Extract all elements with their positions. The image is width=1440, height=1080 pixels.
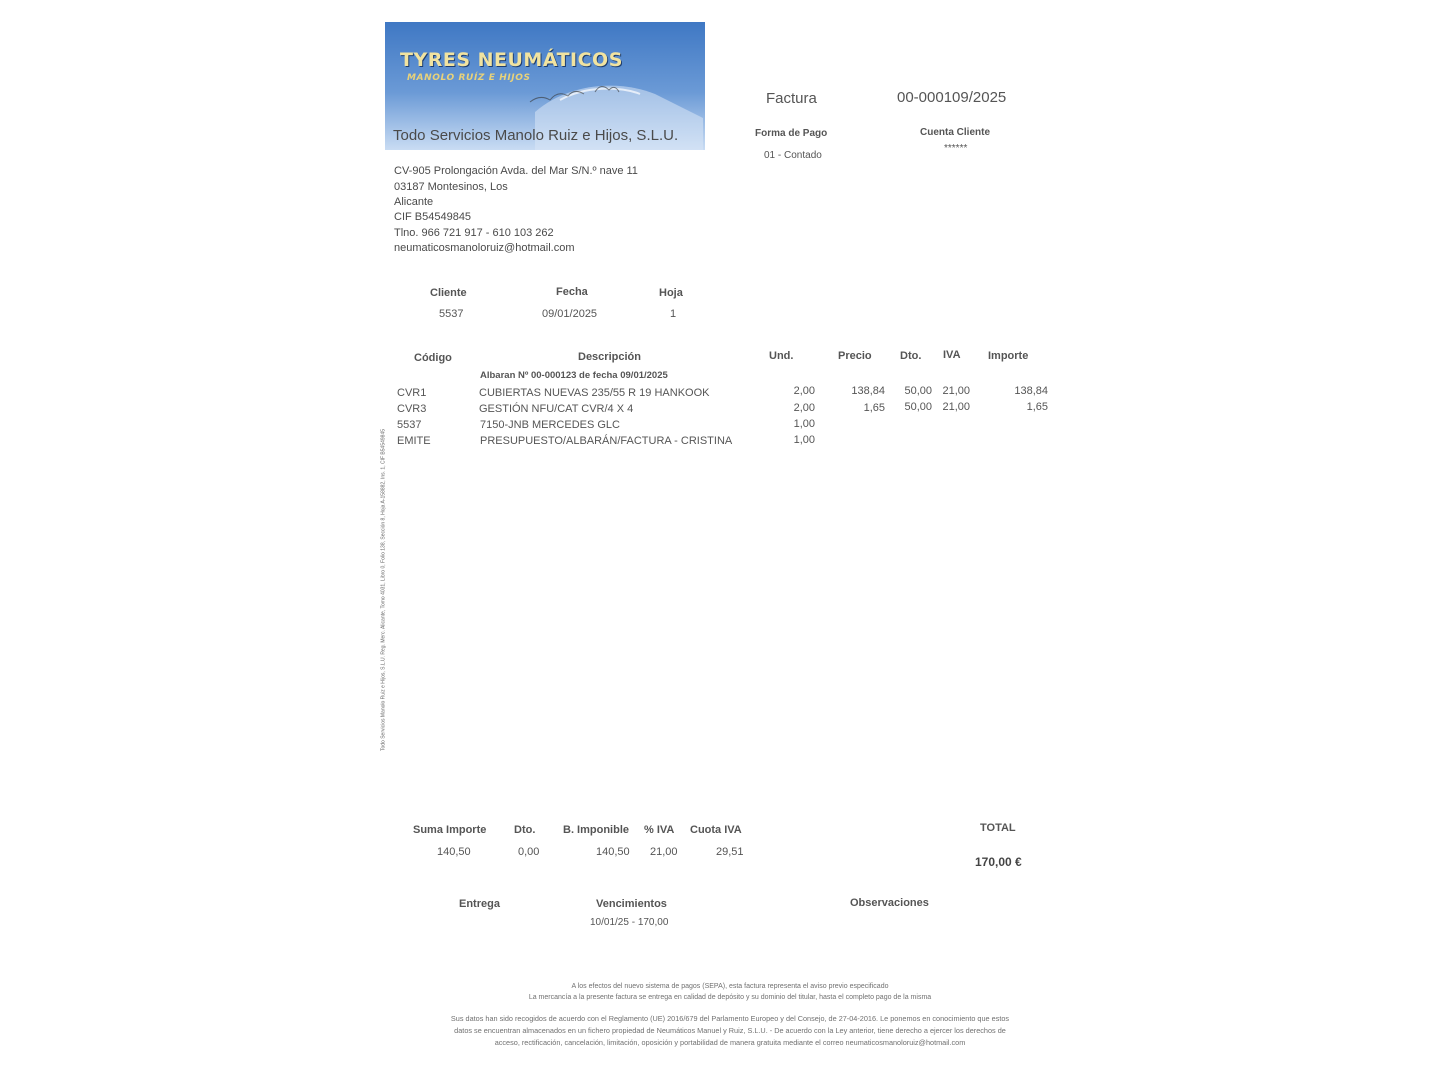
client-account-value: ****** — [944, 143, 968, 154]
row-units: 2,00 — [793, 402, 815, 414]
total-discount-header: Dto. — [514, 824, 536, 836]
registry-side-text-content: Todo Servicios Manolo Ruiz e Hijos, S.L.U. Reg. Merc. Alicante, Tomo 4031, Libro 0, Folio 138, Sección 8, Hoja A-158882, Ins. 1, CIF B54549845 — [380, 428, 387, 752]
legal-text-line: A los efectos del nuevo sistema de pagos (SEPA), esta factura representa el aviso previo especificado — [571, 983, 889, 990]
albaran-reference: Albaran Nº 00-000123 de fecha 09/01/2025 — [480, 370, 668, 381]
payment-method-label: Forma de Pago — [755, 128, 828, 139]
sheet-value: 1 — [670, 308, 677, 320]
address-line: CV-905 Prolongación Avda. del Mar S/N.º nave 11 — [394, 165, 638, 177]
row-amount: 1,65 — [1026, 401, 1048, 413]
code-column-header: Código — [414, 352, 452, 364]
units-column-header: Und. — [769, 350, 794, 362]
legal-text-line: Sus datos han sido recogidos de acuerdo con el Reglamento (UE) 2016/679 del Parlamento Europeo y del Consejo, de 27-04-2016. Le ponemos en conocimiento que estos — [450, 1014, 1010, 1023]
client-value: 5537 — [439, 308, 464, 320]
row-description: GESTIÓN NFU/CAT CVR/4 X 4 — [479, 403, 634, 415]
row-description: PRESUPUESTO/ALBARÁN/FACTURA - CRISTINA — [480, 435, 733, 447]
client-header: Cliente — [430, 287, 467, 299]
amount-column-header: Importe — [988, 350, 1029, 362]
vat-percent-value: 21,00 — [650, 846, 678, 858]
phone: Tlno. 966 721 917 - 610 103 262 — [394, 227, 554, 239]
date-header: Fecha — [556, 286, 588, 298]
logo-brand-text: TYRES NEUMÁTICOS — [400, 49, 623, 71]
date-value: 09/01/2025 — [542, 308, 598, 320]
legal-text-line: acceso, rectificación, cancelación, limitación, oposición y portabilidad de manera gratuita mediante el correo neumaticosmanoloruiz@hotmail.com — [494, 1038, 966, 1047]
row-code: CVR3 — [397, 403, 427, 415]
vat-amount-value: 29,51 — [716, 846, 744, 858]
address-line: Alicante — [394, 196, 434, 208]
row-amount: 138,84 — [1014, 385, 1048, 397]
vat-column-header: IVA — [943, 349, 961, 361]
sum-amount-header: Suma Importe — [413, 824, 487, 836]
row-description: 7150-JNB MERCEDES GLC — [480, 419, 620, 431]
row-description: CUBIERTAS NUEVAS 235/55 R 19 HANKOOK — [479, 387, 710, 399]
row-discount: 50,00 — [904, 385, 932, 397]
row-code: CVR1 — [397, 387, 427, 399]
tax-id: CIF B54549845 — [394, 211, 472, 223]
due-dates-value: 10/01/25 - 170,00 — [590, 917, 669, 928]
delivery-label: Entrega — [459, 898, 500, 910]
legal-text-line: La mercancía a la presente factura se entrega en calidad de depósito y su dominio del titular, hasta el completo pago de la misma — [528, 994, 932, 1001]
invoice-label: Factura — [766, 90, 817, 107]
row-units: 2,00 — [793, 385, 815, 397]
due-dates-label: Vencimientos — [596, 898, 667, 910]
registry-side-text — [378, 380, 388, 805]
description-column-header: Descripción — [578, 351, 641, 363]
observations-label: Observaciones — [850, 897, 929, 909]
total-discount-value: 0,00 — [518, 846, 540, 858]
sum-amount-value: 140,50 — [437, 846, 471, 858]
row-code: EMITE — [397, 435, 431, 447]
payment-method-value: 01 - Contado — [764, 150, 822, 161]
row-price: 138,84 — [851, 385, 885, 397]
row-discount: 50,00 — [904, 401, 932, 413]
vat-amount-header: Cuota IVA — [690, 824, 742, 836]
price-column-header: Precio — [838, 350, 872, 362]
row-price: 1,65 — [863, 402, 885, 414]
taxable-base-header: B. Imponible — [563, 824, 629, 836]
row-code: 5537 — [397, 419, 422, 431]
email: neumaticosmanoloruiz@hotmail.com — [394, 242, 575, 254]
discount-column-header: Dto. — [900, 350, 922, 362]
logo-subtitle-text: MANOLO RUÍZ E HIJOS — [407, 73, 531, 83]
taxable-base-value: 140,50 — [596, 846, 630, 858]
total-label: TOTAL — [980, 822, 1016, 834]
row-units: 1,00 — [793, 434, 815, 446]
legal-text-line: datos se encuentran almacenados en un fichero propiedad de Neumáticos Manuel y Ruiz, S.L.U. - De acuerdo con la Ley anterior, tiene derecho a ejercer los derechos de — [454, 1026, 1006, 1035]
row-vat: 21,00 — [942, 401, 970, 413]
company-name: Todo Servicios Manolo Ruiz e Hijos, S.L.U. — [393, 127, 679, 144]
row-vat: 21,00 — [942, 385, 970, 397]
vat-percent-header: % IVA — [644, 824, 675, 836]
total-value: 170,00 € — [975, 855, 1022, 869]
address-line: 03187 Montesinos, Los — [394, 181, 508, 193]
invoice-number: 00-000109/2025 — [897, 89, 1007, 106]
row-units: 1,00 — [793, 418, 815, 430]
sheet-header: Hoja — [659, 287, 683, 299]
client-account-label: Cuenta Cliente — [920, 127, 991, 138]
